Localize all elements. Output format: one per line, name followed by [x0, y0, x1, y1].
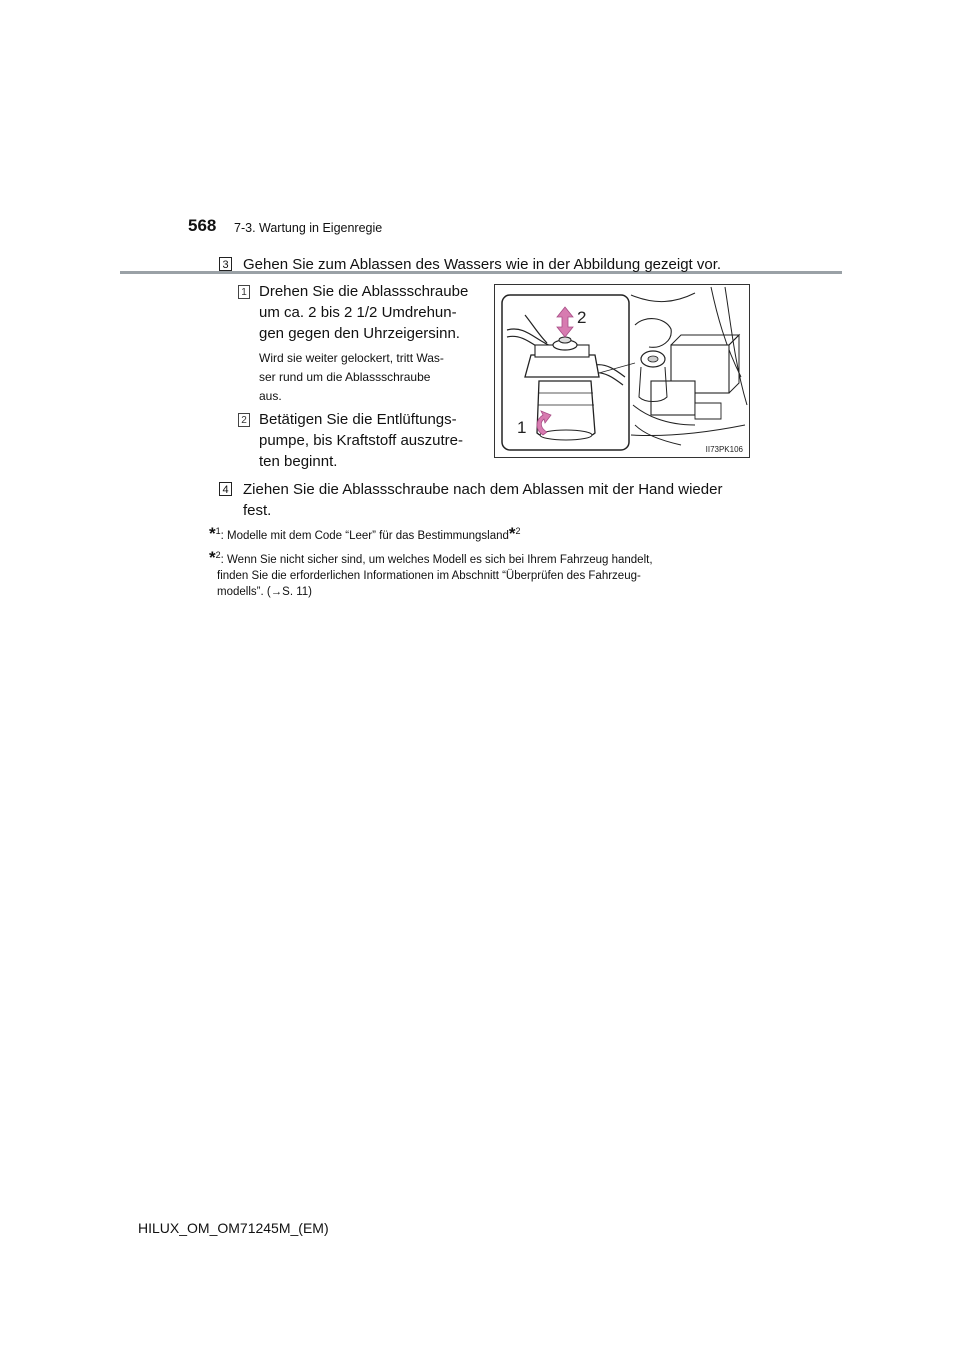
document-id: HILUX_OM_OM71245M_(EM): [138, 1220, 329, 1236]
section-title: 7-3. Wartung in Eigenregie: [234, 221, 383, 235]
figure-code: II73PK106: [705, 445, 743, 454]
substep-2-line: Betätigen Sie die Entlüftungs-: [259, 411, 457, 428]
substep-1-badge: 1: [238, 285, 250, 299]
substep-1-note-line: Wird sie weiter gelockert, tritt Was-: [259, 351, 444, 365]
substep-1-line: Drehen Sie die Ablassschraube: [259, 283, 469, 300]
step-3-text: Gehen Sie zum Ablassen des Wassers wie in der Abbildung gezeigt vor.: [243, 256, 722, 273]
footnote-1-text: : Modelle mit dem Code “Leer” für das Bestimmungsland: [220, 529, 509, 542]
substep-1-line: um ca. 2 bis 2 1/2 Umdrehun-: [259, 304, 457, 321]
step-4-line: Ziehen Sie die Ablassschraube nach dem Ablassen mit der Hand wieder: [243, 481, 723, 498]
substep-2-text: [259, 409, 479, 472]
footnote-1: [209, 523, 749, 544]
footnote-ref-number: 2: [515, 526, 521, 536]
step-4-line: fest.: [243, 502, 272, 519]
footnote-2-line: : Wenn Sie nicht sicher sind, um welches Modell es sich bei Ihrem Fahrzeug handelt,: [220, 553, 653, 566]
step-4-badge: 4: [219, 482, 232, 496]
substep-1-line: gen gegen den Uhrzeigersinn.: [259, 325, 460, 342]
fuel-filter-figure: [494, 284, 750, 458]
footnote-2-line: modells”. (→S. 11): [217, 585, 313, 598]
step-3-badge: 3: [219, 257, 232, 271]
footnote-number: 2: [215, 550, 221, 560]
substep-1-text: [259, 281, 479, 344]
step-4-text: [243, 479, 748, 521]
substep-2-line: pumpe, bis Kraftstoff auszutre-: [259, 432, 463, 449]
substep-1-note-line: aus.: [259, 389, 282, 403]
callout-1-label: 1: [517, 418, 527, 437]
substep-1-note: [259, 349, 479, 406]
substep-2-badge: 2: [238, 413, 250, 427]
footnote-2-line: finden Sie die erforderlichen Informationen im Abschnitt “Überprüfen des Fahrzeug-: [217, 569, 641, 582]
footnote-2: [209, 547, 749, 600]
footnote-ref-star: *: [508, 523, 516, 543]
callout-2-label: 2: [577, 308, 587, 327]
fuel-filter-illustration-icon: [495, 285, 749, 457]
footnote-number: 1: [215, 526, 221, 536]
footnote-star: *: [209, 547, 216, 567]
substep-2-line: ten beginnt.: [259, 453, 338, 470]
page-number: 568: [188, 216, 217, 235]
footnote-star: *: [209, 523, 216, 543]
substep-1-note-line: ser rund um die Ablassschraube: [259, 370, 431, 384]
